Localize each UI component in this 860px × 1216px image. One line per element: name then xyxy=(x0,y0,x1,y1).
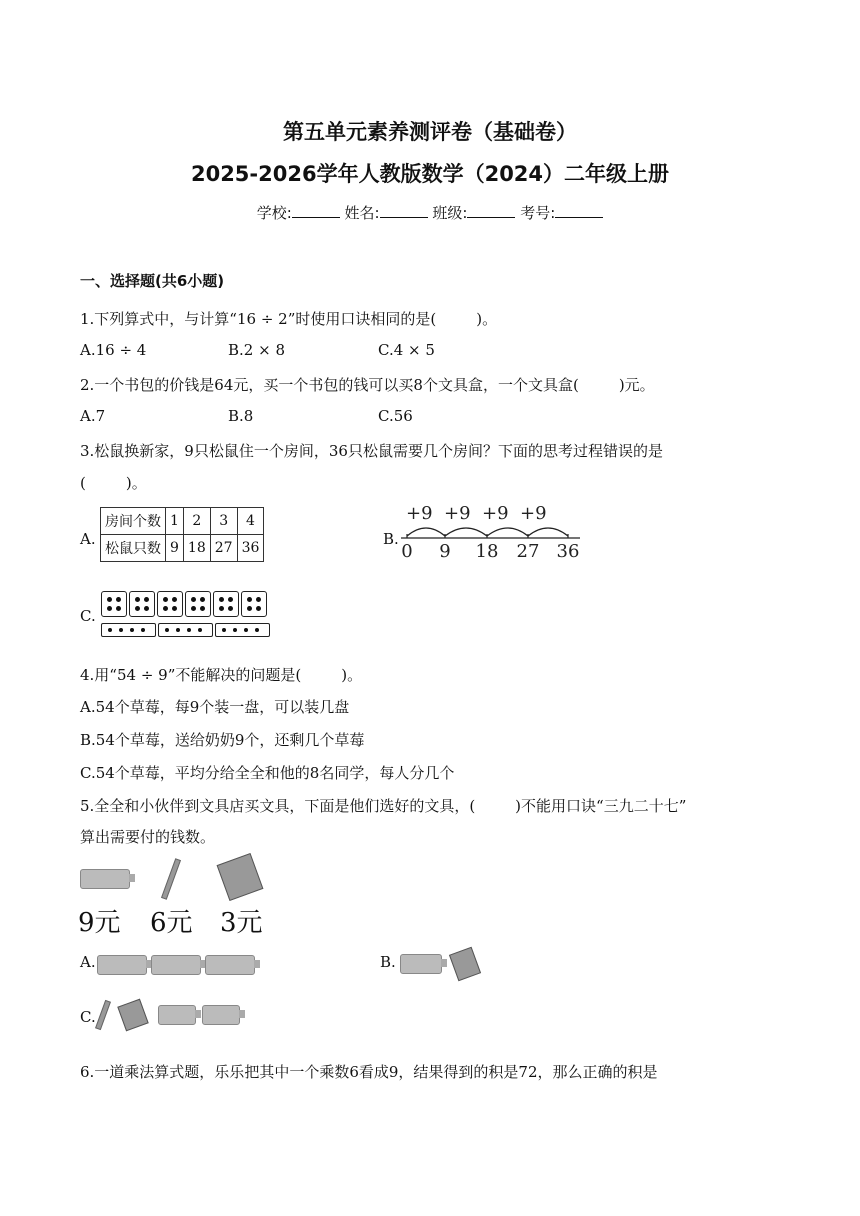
table-cell: 9 xyxy=(166,535,184,562)
pencil-case-icon xyxy=(400,954,442,974)
step-arc xyxy=(487,528,528,536)
student-info-line xyxy=(0,202,860,223)
step-label: +9 xyxy=(406,503,433,524)
dice-icon xyxy=(129,591,155,617)
page-subtitle: 2025-2026学年人教版数学（2024）二年级上册 xyxy=(190,162,670,186)
rooms-table xyxy=(100,507,264,562)
pencil-icon xyxy=(161,858,181,900)
question-3-option-b-label: B. xyxy=(383,530,399,548)
question-1-option-c: C.4 × 5 xyxy=(378,341,435,359)
class-label: 班级: xyxy=(432,204,468,222)
pencil-case-icon xyxy=(80,869,130,889)
pencil-case-icon xyxy=(202,1005,240,1025)
class-blank xyxy=(467,203,515,218)
table-cell: 4 xyxy=(237,508,264,535)
exam-number-blank xyxy=(555,203,603,218)
question-5-option-a-label: A. xyxy=(80,953,96,971)
pencil-case-icon xyxy=(151,955,201,975)
tick-label: 9 xyxy=(439,541,451,562)
question-5-stem-line-2: 算出需要付的钱数。 xyxy=(80,828,216,846)
question-6-stem: 6.一道乘法算式题，乐乐把其中一个乘数6看成9，结果得到的积是72，那么正确的积是 xyxy=(80,1063,658,1081)
name-blank xyxy=(380,203,428,218)
price-notebook: 3元 xyxy=(220,908,263,938)
step-label: +9 xyxy=(482,503,509,524)
tick-label: 27 xyxy=(516,541,540,562)
question-1-option-b: B.2 × 8 xyxy=(228,341,285,359)
pencil-case-icon xyxy=(97,955,147,975)
price-pencil-case: 9元 xyxy=(78,908,121,938)
school-label: 学校: xyxy=(256,204,292,222)
dice-icon xyxy=(241,591,267,617)
question-1-stem: 1.下列算式中，与计算“16 ÷ 2”时使用口诀相同的是( )。 xyxy=(80,310,498,328)
table-cell: 36 xyxy=(237,535,264,562)
table-cell: 18 xyxy=(183,535,210,562)
question-3-option-c-label: C. xyxy=(80,607,96,625)
step-label: +9 xyxy=(444,503,471,524)
table-row-header: 房间个数 xyxy=(101,508,166,535)
notebook-item xyxy=(222,858,258,896)
page-title: 第五单元素养测评卷（基础卷） xyxy=(283,120,577,144)
price-pencil: 6元 xyxy=(150,908,193,938)
stationery-items xyxy=(80,868,130,889)
name-label: 姓名: xyxy=(344,204,380,222)
dice-icon xyxy=(185,591,211,617)
pencil-case-icon xyxy=(158,1005,196,1025)
tick-label: 0 xyxy=(401,541,413,562)
question-3-option-a-label: A. xyxy=(80,530,96,548)
tick-label: 36 xyxy=(556,541,580,562)
domino-icon xyxy=(158,623,213,637)
option-b-items xyxy=(400,950,477,978)
pencil-case-icon xyxy=(205,955,255,975)
notebook-icon xyxy=(117,999,148,1032)
exam-number-label: 考号: xyxy=(520,204,556,222)
dice-icon xyxy=(213,591,239,617)
dice-icon xyxy=(101,591,127,617)
question-5-option-c-label: C. xyxy=(80,1008,96,1026)
question-4-option-b: B.54个草莓，送给奶奶9个，还剩几个草莓 xyxy=(80,731,365,749)
step-arc xyxy=(407,528,445,536)
table-cell: 2 xyxy=(183,508,210,535)
notebook-icon xyxy=(217,853,264,901)
option-a-items xyxy=(97,954,255,975)
domino-icon xyxy=(215,623,270,637)
step-arc xyxy=(445,528,487,536)
dice-row xyxy=(101,591,269,621)
question-4-option-c: C.54个草莓，平均分给全全和他的8名同学，每人分几个 xyxy=(80,764,455,782)
section-heading: 一、选择题(共6小题) xyxy=(80,272,225,290)
domino-row xyxy=(101,622,272,641)
notebook-icon xyxy=(449,947,481,982)
table-cell: 27 xyxy=(210,535,237,562)
table-cell: 1 xyxy=(166,508,184,535)
question-2-option-c: C.56 xyxy=(378,407,413,425)
question-4-option-a: A.54个草莓，每9个装一盘，可以装几盘 xyxy=(80,698,350,716)
question-2-option-b: B.8 xyxy=(228,407,254,425)
school-blank xyxy=(292,203,340,218)
step-label: +9 xyxy=(520,503,547,524)
domino-icon xyxy=(101,623,156,637)
pencil-icon xyxy=(95,1000,111,1030)
table-row-header: 松鼠只数 xyxy=(101,535,166,562)
tick-label: 18 xyxy=(475,541,499,562)
question-5-stem: 5.全全和小伙伴到文具店买文具，下面是他们选好的文具，( )不能用口诀“三九二十七” xyxy=(80,797,687,815)
question-3-answer-line: ( )。 xyxy=(80,474,147,492)
question-3-stem: 3.松鼠换新家，9只松鼠住一个房间，36只松鼠需要几个房间？下面的思考过程错误的是 xyxy=(80,442,663,460)
question-4-stem: 4.用“54 ÷ 9”不能解决的问题是( )。 xyxy=(80,666,363,684)
question-1-option-a: A.16 ÷ 4 xyxy=(80,341,147,359)
question-2-option-a: A.7 xyxy=(80,407,106,425)
table-cell: 3 xyxy=(210,508,237,535)
question-2-stem: 2.一个书包的价钱是64元，买一个书包的钱可以买8个文具盒，一个文具盒( )元。 xyxy=(80,376,655,394)
step-arc xyxy=(528,528,568,536)
question-5-option-b-label: B. xyxy=(380,953,396,971)
option-c-items xyxy=(100,1000,240,1030)
pencil-item xyxy=(168,858,174,900)
dice-icon xyxy=(157,591,183,617)
number-line xyxy=(396,500,596,562)
